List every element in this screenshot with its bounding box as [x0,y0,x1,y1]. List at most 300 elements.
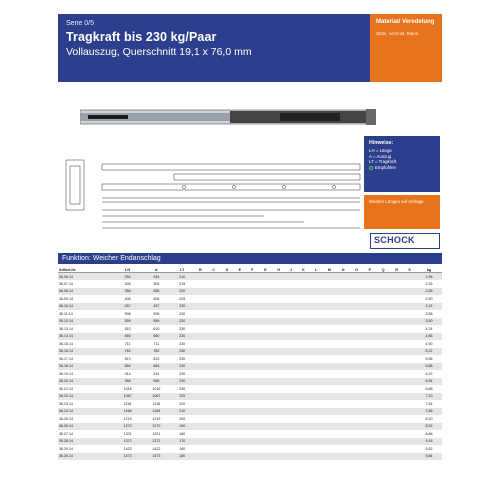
table-row [58,310,442,318]
table-cell: 305 [153,281,160,286]
table-cell [220,295,233,303]
table-cell [220,385,233,393]
table-cell [403,348,416,356]
page-subtitle: Vollauszug, Querschnitt 19,1 x 76,0 mm [66,46,252,58]
table-cell [403,453,416,461]
table-cell [220,333,233,341]
table-cell [285,325,297,333]
table-cell: 36.13.14 [59,326,73,331]
table-cell: 1,96 [425,274,433,279]
table-cell: 5,56 [425,356,433,361]
table-cell: 36.07.14 [59,281,73,286]
table-cell [258,288,272,296]
table-cell: 9,18 [425,439,433,444]
table-cell [322,415,336,423]
table-cell [403,378,416,386]
table-cell [350,318,364,326]
table-cell [272,280,285,288]
table-cell [272,355,285,363]
table-row [58,318,442,326]
legend-heading: Hinweise: [369,140,394,146]
table-cell [246,445,258,453]
table-cell: 36.26.14 [59,424,73,429]
table-cell [234,280,247,288]
table-cell [350,393,364,401]
table-cell [376,333,390,341]
table-cell: 200 [179,416,186,421]
table-cell [246,438,258,446]
table-cell [194,400,207,408]
table-cell [337,363,350,371]
table-cell [376,400,390,408]
table-cell [272,408,285,416]
table-cell [220,453,233,461]
table-cell: 8,86 [425,431,433,436]
table-cell [234,333,247,341]
table-row [58,355,442,363]
table-cell: 813 [153,356,160,361]
table-cell [246,355,258,363]
table-cell [246,310,258,318]
table-cell [390,423,403,431]
table-cell [220,445,233,453]
table-cell: 508 [153,311,160,316]
table-cell [272,393,285,401]
table-cell [258,378,272,386]
table-cell [272,295,285,303]
table-cell [337,445,350,453]
table-cell [272,363,285,371]
table-cell [258,385,272,393]
table-cell [285,340,297,348]
table-row [58,385,442,393]
table-cell [246,340,258,348]
table-cell: 4,56 [425,334,433,339]
table-cell [350,273,364,281]
table-cell [258,318,272,326]
table-cell [297,288,310,296]
table-cell: 1321 [152,431,161,436]
table-cell: 356 [124,289,131,294]
table-cell [246,288,258,296]
table-cell [364,363,377,371]
table-header-cell: H [272,268,285,273]
table-cell [258,400,272,408]
table-cell [364,370,377,378]
table-cell: 1270 [123,424,132,429]
table-cell [194,385,207,393]
table-cell [350,303,364,311]
table-cell [194,423,207,431]
table-cell [297,303,310,311]
table-cell [220,288,233,296]
table-cell [376,318,390,326]
table-cell [272,423,285,431]
table-cell [310,438,322,446]
table-cell [390,370,403,378]
table-cell: 1118 [152,401,161,406]
table-cell [376,445,390,453]
table-row [58,370,442,378]
table-cell [310,273,322,281]
table-cell [322,393,336,401]
table-cell [376,355,390,363]
table-cell: 2,26 [425,281,433,286]
table-cell [272,325,285,333]
table-cell [234,408,247,416]
table-cell [337,400,350,408]
table-cell [390,453,403,461]
table-header-cell: S [403,268,416,273]
legend-row: LH = Länge [369,148,392,153]
table-row [58,400,442,408]
table-cell [390,303,403,311]
table-cell [246,408,258,416]
table-cell: 1372 [152,439,161,444]
table-cell [350,430,364,438]
table-cell [272,438,285,446]
table-cell [207,423,220,431]
table-cell [234,303,247,311]
table-cell [207,355,220,363]
table-cell [364,310,377,318]
table-cell [272,415,285,423]
table-cell: 220 [179,401,186,406]
table-cell [364,288,377,296]
table-header-cell: O [350,268,364,273]
table-cell [310,393,322,401]
table-cell [364,430,377,438]
table-cell [297,363,310,371]
table-cell [207,340,220,348]
table-row [58,408,442,416]
table-cell [258,430,272,438]
table-cell [376,348,390,356]
table-cell [364,438,377,446]
table-cell [337,370,350,378]
table-cell [220,348,233,356]
table-cell [364,393,377,401]
table-cell [337,333,350,341]
table-cell: 36.21.14 [59,386,73,391]
table-cell: 254 [153,274,160,279]
table-cell: 3,58 [425,311,433,316]
table-cell [322,400,336,408]
table-cell: 225 [179,296,186,301]
table-cell [272,303,285,311]
table-cell: 180 [179,431,186,436]
table-cell [234,370,247,378]
table-cell: 1118 [123,401,132,406]
table-cell [390,280,403,288]
table-cell [350,438,364,446]
table-row [58,340,442,348]
table-cell [272,333,285,341]
table-cell [337,325,350,333]
table-cell: 36.20.14 [59,379,73,384]
table-cell [364,408,377,416]
table-cell [337,273,350,281]
table-cell [207,273,220,281]
table-cell [310,318,322,326]
table-cell: 230 [179,386,186,391]
table-cell: 210 [179,274,186,279]
table-cell: 6,22 [425,371,433,376]
table-cell [350,415,364,423]
table-cell: 254 [124,274,131,279]
table-cell [194,348,207,356]
table-cell [220,438,233,446]
table-cell [285,310,297,318]
table-cell [194,273,207,281]
legend-row-recommended: Empfohlen [369,165,435,171]
table-cell [220,408,233,416]
table-cell [272,445,285,453]
table-cell [234,445,247,453]
table-cell [207,415,220,423]
table-cell: 610 [124,326,131,331]
table-cell [390,333,403,341]
table-cell: 230 [179,379,186,384]
table-cell [350,280,364,288]
table-cell [403,445,416,453]
table-cell [376,363,390,371]
table-cell [364,273,377,281]
table-cell [390,355,403,363]
table-cell: 36.19.14 [59,371,73,376]
table-header-cell: L [310,268,322,273]
table-cell [376,378,390,386]
table-cell [364,295,377,303]
table-cell [403,423,416,431]
table-cell [207,445,220,453]
table-cell [310,340,322,348]
table-cell [322,340,336,348]
table-header-cell: J [285,268,297,273]
table-cell [403,318,416,326]
table-cell: 914 [124,371,131,376]
table-cell [297,393,310,401]
table-cell [350,445,364,453]
table-cell [350,325,364,333]
table-cell [246,333,258,341]
table-cell [220,363,233,371]
table-cell: 711 [153,341,160,346]
table-cell [258,340,272,348]
table-header-cell: kg [416,268,442,273]
table-cell: 559 [124,319,131,324]
logo-text: SCHOCK [374,235,415,245]
table-cell [297,318,310,326]
table-cell: 36.25.14 [59,416,73,421]
table-cell [285,318,297,326]
table-cell [310,333,322,341]
table-cell [297,340,310,348]
table-cell [390,445,403,453]
table-cell: 36.27.14 [59,431,73,436]
table-cell: 1016 [123,386,132,391]
table-cell: 190 [179,424,186,429]
table-cell [364,318,377,326]
table-cell: 864 [153,364,160,369]
table-cell [322,438,336,446]
table-cell [207,393,220,401]
table-cell: 36.28.14 [59,439,73,444]
table-cell [258,348,272,356]
table-cell [376,370,390,378]
table-cell [364,325,377,333]
table-cell [376,423,390,431]
table-cell [220,370,233,378]
table-cell [403,415,416,423]
table-cell [310,423,322,431]
table-cell: 610 [153,326,160,331]
table-cell: 36.18.14 [59,364,73,369]
table-header-cell: G [258,268,272,273]
table-cell [285,355,297,363]
table-cell: 2,58 [425,289,433,294]
table-cell [297,273,310,281]
table-cell: 36.06.14 [59,274,73,279]
table-cell [207,453,220,461]
table-cell [364,340,377,348]
table-cell [390,363,403,371]
table-cell [297,370,310,378]
table-cell [403,430,416,438]
material-heading: Material/ Veredelung [376,19,435,25]
table-cell [390,325,403,333]
table-cell [310,355,322,363]
table-cell: 1067 [152,394,161,399]
table-cell [403,325,416,333]
table-cell [234,273,247,281]
table-cell [337,280,350,288]
table-cell [258,393,272,401]
table-cell [297,430,310,438]
table-cell [246,430,258,438]
table-cell [390,340,403,348]
table-cell: 230 [179,326,186,331]
table-cell [297,280,310,288]
table-cell [403,295,416,303]
table-cell [258,280,272,288]
table-cell [272,273,285,281]
table-row [58,333,442,341]
table-header-cell: B [194,268,207,273]
table-cell [194,378,207,386]
table-cell [285,415,297,423]
table-cell [376,385,390,393]
table-cell [194,295,207,303]
table-header-cell: N [337,268,350,273]
table-cell [258,363,272,371]
recommended-dot-icon [369,166,373,170]
table-cell [258,370,272,378]
table-cell: 36.14.14 [59,334,73,339]
table-cell [234,393,247,401]
table-cell: 660 [124,334,131,339]
table-cell [403,310,416,318]
table-cell [285,453,297,461]
table-cell [246,453,258,461]
table-cell [364,453,377,461]
table-cell [350,453,364,461]
table-cell [272,370,285,378]
table-cell [285,385,297,393]
table-cell [234,363,247,371]
table-cell [337,355,350,363]
table-cell [310,325,322,333]
table-cell [285,423,297,431]
slide-product-image [80,104,376,132]
table-cell [194,355,207,363]
table-cell [364,423,377,431]
table-cell [207,430,220,438]
table-cell [337,348,350,356]
table-cell: 215 [179,281,186,286]
table-row [58,430,442,438]
table-cell [220,400,233,408]
table-cell: 7,86 [425,409,433,414]
table-cell [390,378,403,386]
table-cell: 36.22.14 [59,394,73,399]
table-cell: 1219 [152,416,161,421]
table-cell: 711 [124,341,131,346]
table-cell [322,325,336,333]
table-cell [297,400,310,408]
table-row [58,453,442,461]
table-cell [376,310,390,318]
table-cell [234,400,247,408]
table-cell [403,273,416,281]
table-cell [376,453,390,461]
table-cell [207,318,220,326]
table-cell [207,303,220,311]
table-cell [220,318,233,326]
table-row [58,295,442,303]
table-cell [322,273,336,281]
table-cell: 965 [153,379,160,384]
table-cell [390,430,403,438]
spec-table [58,268,442,460]
table-cell: 5,88 [425,364,433,369]
table-cell [403,408,416,416]
table-cell: 4,90 [425,341,433,346]
table-cell: 36.17.14 [59,356,73,361]
table-cell: 457 [153,304,160,309]
table-cell [220,340,233,348]
table-cell [376,393,390,401]
table-cell: 3,90 [425,319,433,324]
table-cell [285,438,297,446]
table-cell [322,453,336,461]
page-title: Tragkraft bis 230 kg/Paar [66,30,217,44]
table-cell [390,288,403,296]
table-cell [234,310,247,318]
table-cell: 6,54 [425,379,433,384]
table-cell [297,325,310,333]
table-cell [258,325,272,333]
table-cell: 230 [179,334,186,339]
table-cell [272,385,285,393]
table-cell [322,370,336,378]
table-cell [310,445,322,453]
table-cell [390,415,403,423]
table-cell: 230 [179,319,186,324]
table-cell [310,378,322,386]
table-cell [207,348,220,356]
series-label: Serie 0/5 [66,20,95,27]
